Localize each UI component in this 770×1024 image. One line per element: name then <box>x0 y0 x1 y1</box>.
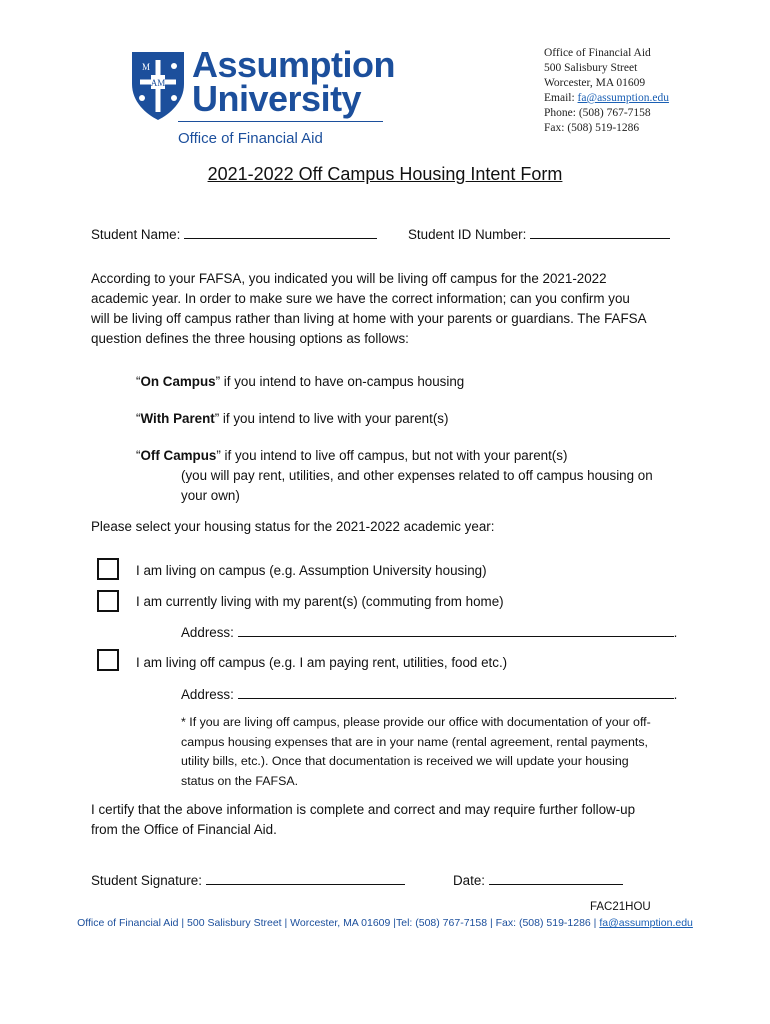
address-phone: Phone: (508) 767-7158 <box>544 107 651 119</box>
form-code: FAC21HOU <box>590 901 651 913</box>
address-office: Office of Financial Aid <box>544 47 651 59</box>
parents-address-field[interactable] <box>238 622 674 637</box>
off-campus-address-row <box>181 684 677 705</box>
with-parents-checkbox[interactable] <box>97 590 119 612</box>
office-address-block <box>544 46 669 136</box>
svg-text:AM: AM <box>150 78 166 88</box>
parents-address-row <box>181 622 677 643</box>
address-city: Worcester, MA 01609 <box>544 77 646 89</box>
note-line: status on the FAFSA. <box>181 773 299 788</box>
period: . <box>673 625 678 640</box>
footer-text: Office of Financial Aid | 500 Salisbury Street | Worcester, MA 01609 |Tel: (508) 767-7158 | Fax: (508) 519-1286 | <box>77 917 600 929</box>
page-footer <box>0 917 770 929</box>
intro-line: According to your FAFSA, you indicated you will be living off campus for the 2021-2022 <box>91 271 607 286</box>
university-logo <box>126 44 396 156</box>
on-campus-checkbox[interactable] <box>97 558 119 580</box>
date-field[interactable] <box>489 870 623 885</box>
certify-line: from the Office of Financial Aid. <box>91 822 277 837</box>
option-with-parent-term: With Parent <box>140 411 215 426</box>
intro-line: academic year. In order to make sure we have the correct information; can you confirm you <box>91 291 630 306</box>
logo-line-1: Assumption <box>192 44 396 85</box>
certification-text <box>91 800 635 840</box>
address-email-row <box>544 91 669 106</box>
student-id-row <box>408 224 670 245</box>
email-label: Email: <box>544 92 578 104</box>
option-off-campus <box>136 446 567 466</box>
select-prompt: Please select your housing status for the 2021-2022 academic year: <box>91 519 495 534</box>
email-link[interactable]: fa@assumption.edu <box>577 92 669 104</box>
shield-crest-icon <box>130 50 186 122</box>
option-with-parent-desc: ” if you intend to live with your parent(s) <box>214 411 449 426</box>
open-quote: “ <box>136 374 141 389</box>
on-campus-checkbox-label: I am living on campus (e.g. Assumption University housing) <box>136 563 487 578</box>
date-label: Date: <box>453 873 486 888</box>
svg-text:M: M <box>142 62 151 72</box>
student-id-field[interactable] <box>530 224 670 239</box>
student-name-row <box>91 224 377 245</box>
footer-email-link[interactable]: fa@assumption.edu <box>599 917 693 929</box>
documentation-note <box>181 713 651 791</box>
student-id-label: Student ID Number: <box>408 227 527 242</box>
logo-line-2: University <box>192 78 362 119</box>
open-quote: “ <box>136 448 141 463</box>
off-campus-checkbox[interactable] <box>97 649 119 671</box>
address-fax: Fax: (508) 519-1286 <box>544 122 640 134</box>
option-off-campus-line3: your own) <box>181 488 240 503</box>
intro-line: will be living off campus rather than living at home with your parents or guardians. The FAFSA <box>91 311 647 326</box>
option-off-campus-line2: (you will pay rent, utilities, and other expenses related to off campus housing on <box>181 468 653 483</box>
intro-paragraph <box>91 269 647 349</box>
option-on-campus <box>136 372 464 392</box>
form-title: 2021-2022 Off Campus Housing Intent Form <box>207 164 563 184</box>
address-street: 500 Salisbury Street <box>544 62 638 74</box>
off-campus-checkbox-label: I am living off campus (e.g. I am paying rent, utilities, food etc.) <box>136 655 508 670</box>
address-label: Address: <box>181 625 234 640</box>
signature-field[interactable] <box>206 870 405 885</box>
logo-divider <box>178 121 383 122</box>
open-quote: “ <box>136 411 141 426</box>
date-row <box>453 870 623 891</box>
period: . <box>673 687 678 702</box>
option-off-campus-desc: ” if you intend to live off campus, but not with your parent(s) <box>216 448 568 463</box>
with-parents-checkbox-label: I am currently living with my parent(s) (commuting from home) <box>136 594 504 609</box>
option-off-campus-term: Off Campus <box>140 448 217 463</box>
note-line: utility bills, etc.). Once that documentation is received we will update your housing <box>181 754 629 768</box>
off-campus-address-field[interactable] <box>238 684 674 699</box>
certify-line: I certify that the above information is complete and correct and may require further follow-up <box>91 802 636 817</box>
signature-label: Student Signature: <box>91 873 202 888</box>
signature-row <box>91 870 405 891</box>
note-line: campus housing expenses that are in your name (rental agreement, rental payments, <box>181 734 648 749</box>
address-label: Address: <box>181 687 234 702</box>
option-off-campus-detail <box>181 466 653 506</box>
option-on-campus-term: On Campus <box>140 374 216 389</box>
logo-office-name: Office of Financial Aid <box>178 130 323 147</box>
student-name-label: Student Name: <box>91 227 181 242</box>
note-line: * If you are living off campus, please provide our office with documentation of your off- <box>181 715 651 729</box>
option-on-campus-desc: ” if you intend to have on-campus housing <box>215 374 465 389</box>
intro-line: question defines the three housing options as follows: <box>91 331 409 346</box>
option-with-parent <box>136 409 448 429</box>
student-name-field[interactable] <box>184 224 377 239</box>
